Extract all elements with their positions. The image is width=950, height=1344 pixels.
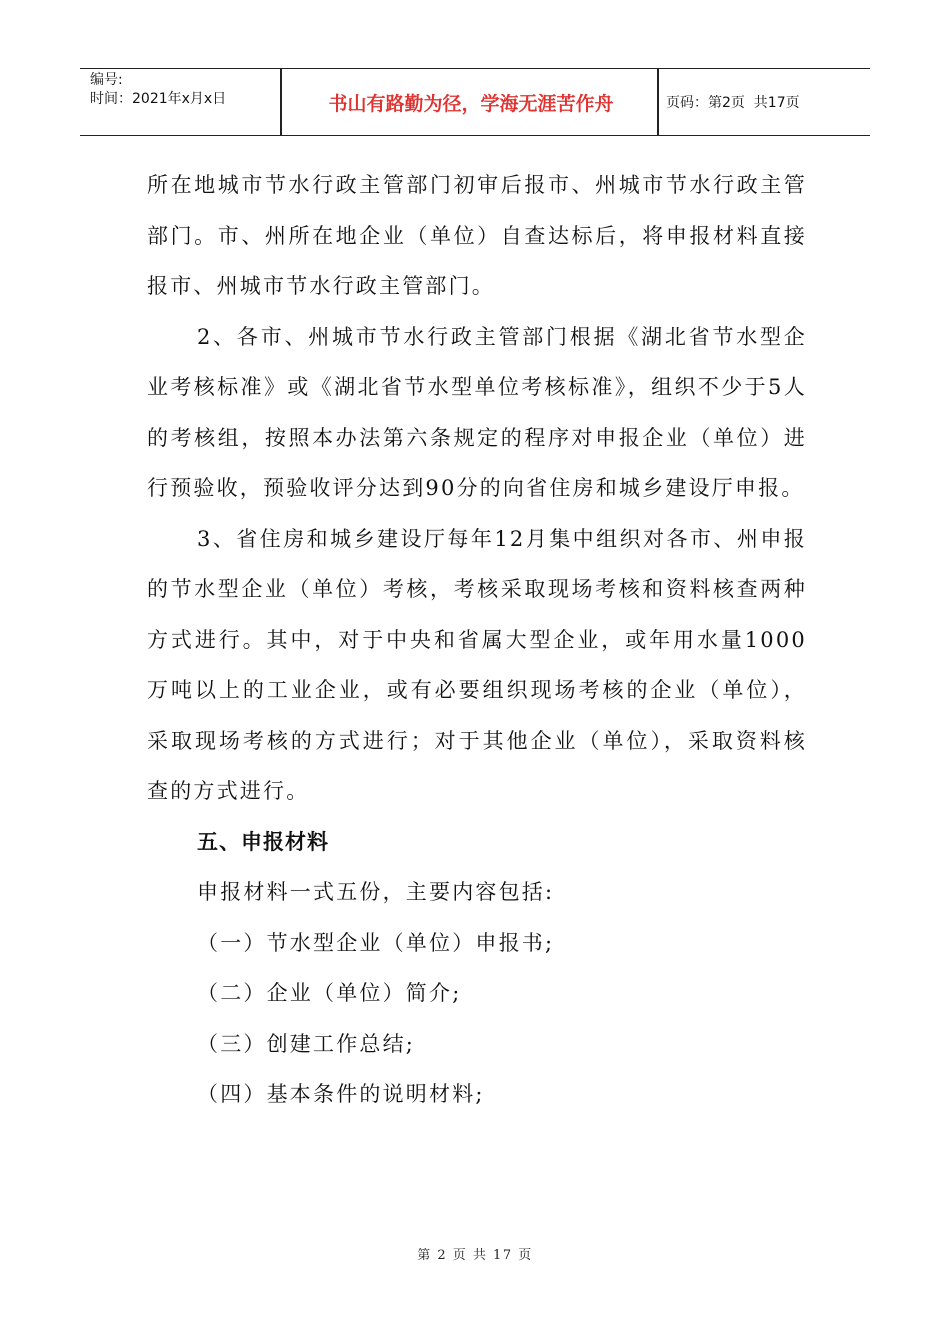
list-item: （四）基本条件的说明材料; [197, 1082, 485, 1106]
list-item: （一）节水型企业（单位）申报书; [197, 930, 555, 955]
header-divider-right [657, 69, 659, 135]
list-item: （三）创建工作总结; [197, 1031, 416, 1056]
document-body [147, 160, 807, 1120]
header-divider-left [280, 69, 282, 135]
header-page-info: 页码：第2页 共17页 [666, 95, 800, 111]
page-header [80, 68, 870, 136]
time-label: 时间：2021年x月x日 [90, 91, 227, 107]
page-footer: 第 2 页 共 17 页 [417, 1248, 533, 1263]
materials-intro: 申报材料一式五份，主要内容包括: [197, 880, 555, 904]
section-heading: 五、申报材料 [197, 829, 329, 854]
list-item: （二）企业（单位）简介; [197, 981, 462, 1005]
header-motto: 书山有路勤为径，学海无涯苦作舟 [328, 92, 614, 115]
header-meta [90, 71, 280, 109]
paragraph-continued: 所在地城市节水行政主管部门初审后报市、州城市节水行政主管部门。市、州所在地企业（单位）自查达标后，将申报材料直接报市、州城市节水行政主管部门。 [147, 173, 807, 298]
number-label: 编号: [90, 72, 123, 88]
paragraph-3: 3、省住房和城乡建设厅每年12月集中组织对各市、州申报的节水型企业（单位）考核，考核采取现场考核和资料核查两种方式进行。其中，对于中央和省属大型企业，或年用水量1000万吨以上的工业企业，或有必要组织现场考核的企业（单位），采取现场考核的方式进行；对于其他企业（单位），采取资料核查的方式进行。 [147, 526, 807, 803]
paragraph-2: 2、各市、州城市节水行政主管部门根据《湖北省节水型企业考核标准》或《湖北省节水型单位考核标准》，组织不少于5人的考核组，按照本办法第六条规定的程序对申报企业（单位）进行预验收，预验收评分达到90分的向省住房和城乡建设厅申报。 [147, 324, 807, 500]
